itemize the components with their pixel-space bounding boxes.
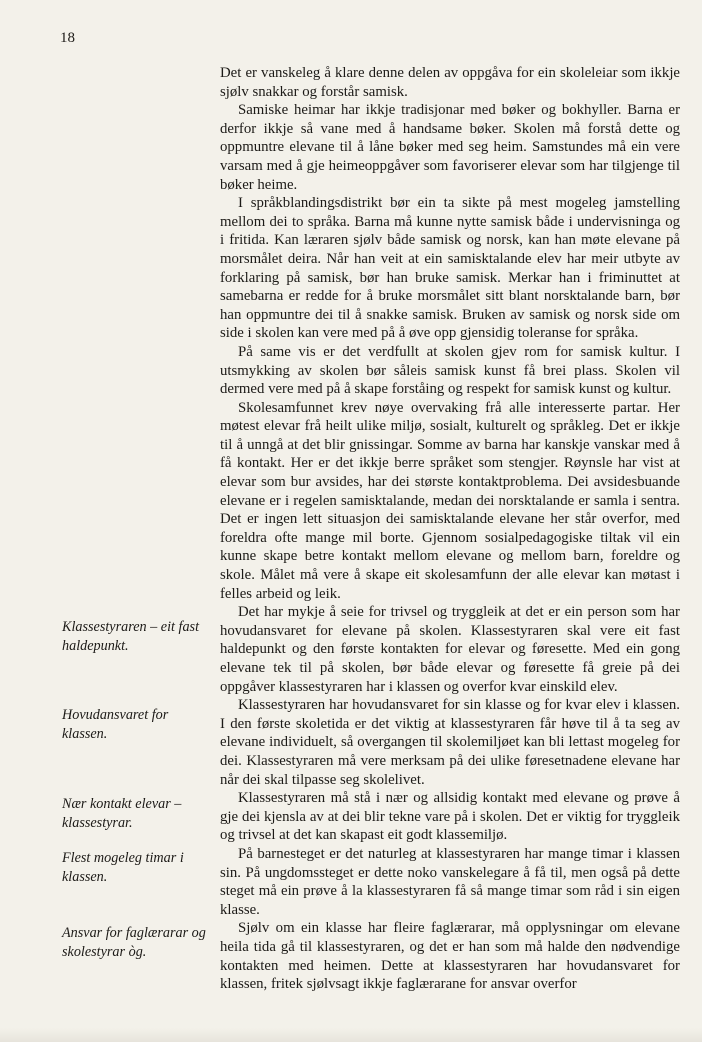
paragraph: Sjølv om ein klasse har fleire faglærarar, må opplysningar om elevane heila tida gå til klassestyraren, og det er han som må halde den nødvendige kontakten med heimen. Dette at klassestyraren har hovudansvaret for klassen, fritek sjølvsagt ikkje faglærarane for ansvar overfor	[220, 920, 680, 993]
sidenote-ansvar: Ansvar for faglærarar og skolestyrar òg.	[62, 925, 206, 960]
paragraph: I språkblandingsdistrikt bør ein ta sikte på mest mogeleg jamstelling mellom dei to språka. Barna må kunne nytte samisk både i undervisninga og i fritida. Kan læraren sjølv både samisk og norsk, kan han møte elevane på morsmålet deira. Når han veit at ein samisktalande elev har meir utbyte av forklaring på samisk, bør han bruke samisk. Merkar han i friminuttet at samebarna er redde for å bruke morsmålet sitt blant norsktalande barn, bør han oppmuntre dei til å snakke samisk. Bruken av samisk og norsk side om side i skolen kan vere med på å øve opp gjensidig toleranse for språka.	[220, 195, 680, 342]
sidenote-flest-timar: Flest mogeleg timar i klassen.	[62, 850, 184, 885]
paragraph: Det er vanskeleg å klare denne delen av oppgåva for ein skoleleiar som ikkje sjølv snakkar og forstår samisk.	[220, 65, 680, 100]
paragraph: Samiske heimar har ikkje tradisjonar med bøker og bokhyller. Barna er derfor ikkje så vane med å handsame bøker. Skolen må forstå dette og oppmuntre elevane til å låne bøker med seg heim. Samstundes må ein vere varsam med å gje heimeoppgåver som favoriserer elevar som har tilgjenge til bøker heime.	[220, 102, 680, 193]
page-number: 18	[60, 30, 75, 46]
paragraph: På barnesteget er det naturleg at klassestyraren har mange timar i klassen sin. På ungdomssteget er dette noko vanskelegare å få til, men også på dette steget må ein prøve å la klassestyraren få så mange timar som råd i sin eigen klasse.	[220, 845, 680, 918]
sidenote-hovudansvaret: Hovudansvaret for klassen.	[62, 707, 169, 742]
main-text	[220, 64, 680, 994]
sidenote-klassestyraren: Klassestyraren – eit fast haldepunkt.	[62, 619, 200, 654]
paragraph: Skolesamfunnet krev nøye overvaking frå alle interesserte partar. Her møtest elevar frå heilt ulike miljø, sosialt, kulturelt og språkleg. Det er ikkje til å unngå at det blir gnissingar. Somme av barna har kanskje vanskar med å få kontakt. Her er det ikkje berre språket som stengjer. Røynsle har vist at elevar som bur avsides, har dei største kontaktproblema. Dei avsidesbuande elevane er i regelen samisktalande, medan dei norsktalande er samla i sentra. Det er ingen lett situasjon dei samisktalande elevane her står overfor, med foreldra ofte mange mil borte. Gjennom sosialpedagogiske tiltak vil ein kunne skape betre kontakt mellom elevane og mellom barn, foreldre og skole. Målet må vere å skape eit skolesamfunn der alle elevar kan møtast i felles arbeid og leik.	[220, 399, 680, 602]
sidenote-naer-kontakt: Nær kontakt elevar – klassestyrar.	[62, 796, 182, 831]
paragraph: På same vis er det verdfullt at skolen gjev rom for samisk kultur. I utsmykking av skolen bør såleis samisk kunst få brei plass. Skolen vil dermed vere med på å skape forståing og respekt for samisk kunst og kultur.	[220, 343, 680, 398]
page-bottom-edge	[0, 1028, 702, 1042]
paragraph: Klassestyraren har hovudansvaret for sin klasse og for kvar elev i klassen. I den første skoletida er det viktig at klassestyraren får høve til å ta seg av elevane individuelt, så overgangen til skolemiljøet kan bli lettast mogeleg for dei. Klassestyraren må vere merksam på dei ulike føresetnadene elevane har når dei skal tilpasse seg skolelivet.	[220, 697, 680, 788]
paragraph: Klassestyraren må stå i nær og allsidig kontakt med elevane og prøve å gje dei kjensla av at dei blir tekne vare på i skolen. Det er viktig for tryggleik og trivsel at det kan skapast eit godt klassemiljø.	[220, 790, 680, 844]
paragraph: Det har mykje å seie for trivsel og tryggleik at det er ein person som har hovudansvaret for elevane på skolen. Klassestyraren skal vere eit fast haldepunkt og den første kontakten for elevar og føresette. Med ein gong elevane tek til på skolen, bør både elevar og føresette få greie på dei oppgåver klassestyraren har i klassen og overfor kvar einskild elev.	[220, 604, 680, 695]
